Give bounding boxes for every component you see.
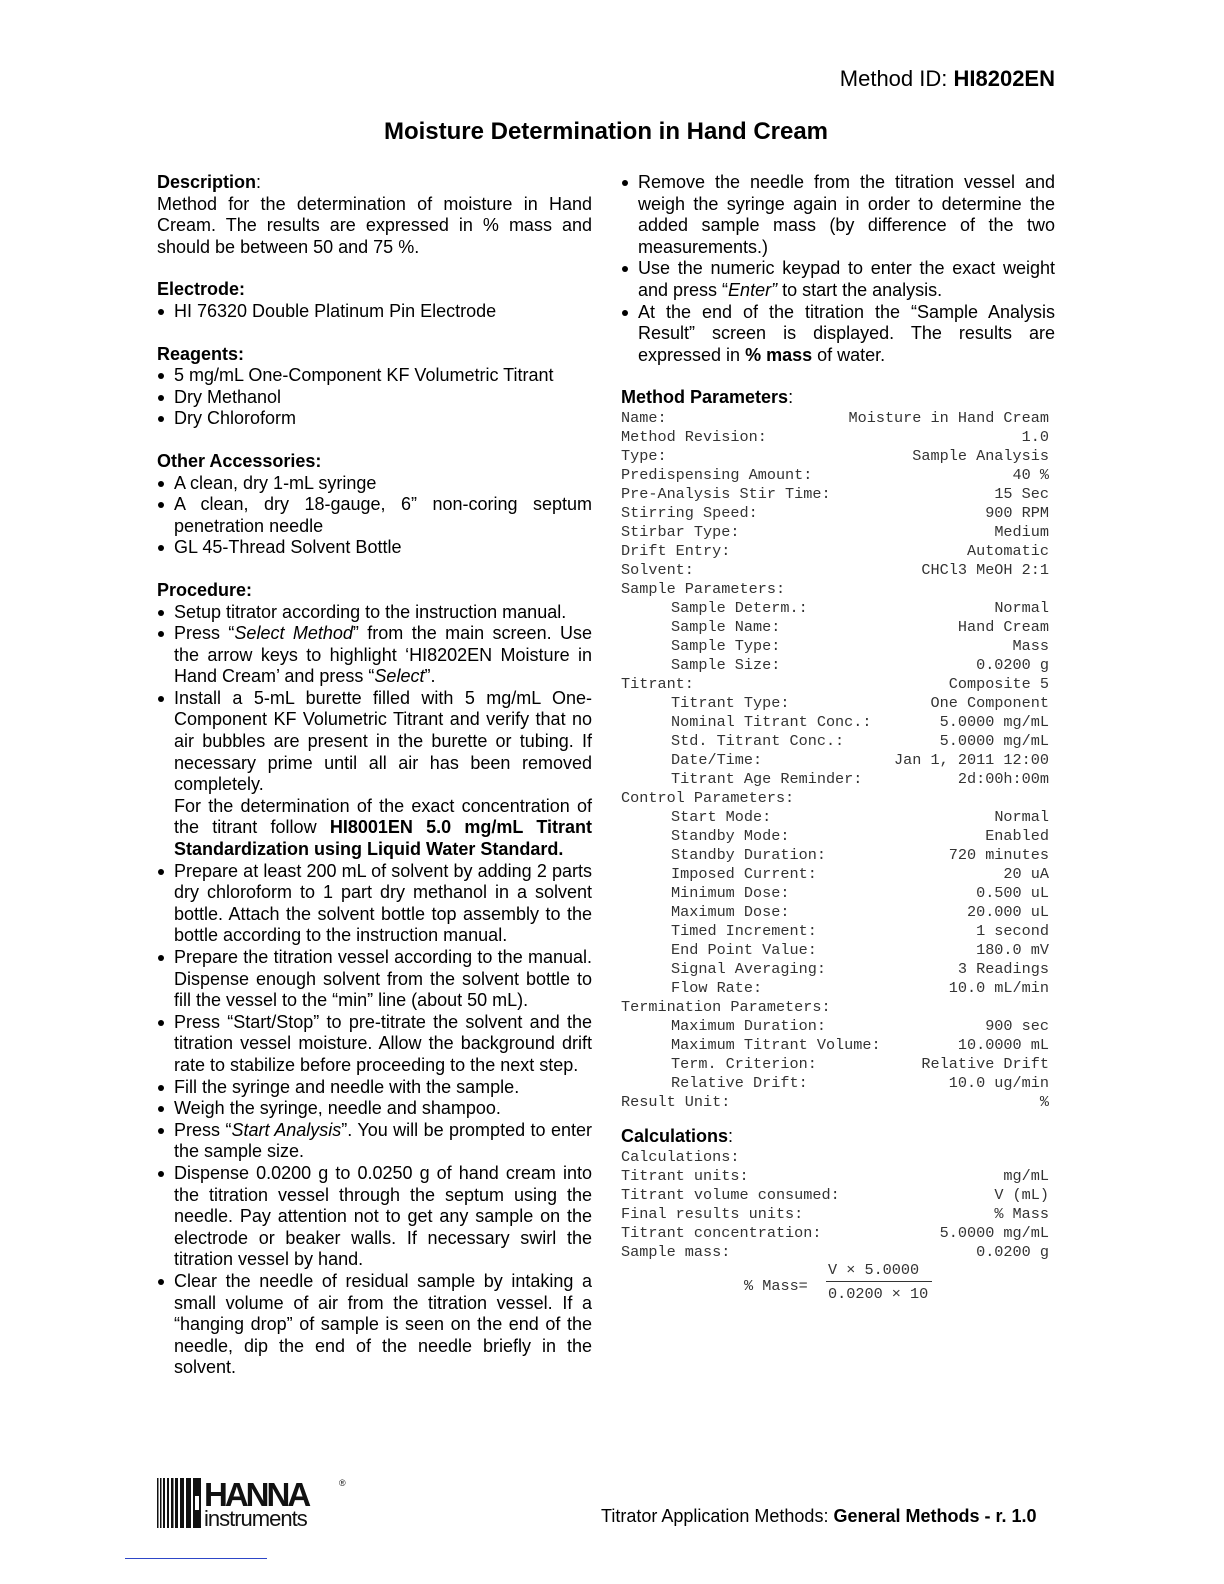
param-label: Standby Mode: <box>671 826 790 845</box>
procedure-step: Fill the syringe and needle with the sample. <box>157 1077 592 1099</box>
procedure-list <box>157 602 592 796</box>
param-value: 180.0 mV <box>976 940 1049 959</box>
procedure-step: Weigh the syringe, needle and shampoo. <box>157 1098 592 1120</box>
param-value: 10.0 ug/min <box>948 1073 1049 1092</box>
param-label: Pre-Analysis Stir Time: <box>621 484 831 503</box>
calculations-heading: Calculations: <box>621 1125 734 1146</box>
param-row <box>621 637 1049 656</box>
calc-label: Titrant concentration: <box>621 1223 822 1242</box>
param-row <box>621 694 1049 713</box>
param-value: 5.0000 mg/mL <box>939 731 1049 750</box>
param-row <box>621 485 1049 504</box>
param-label: Maximum Dose: <box>671 902 790 921</box>
calc-row <box>621 1205 1049 1224</box>
procedure-step: Press “Start/Stop” to pre-titrate the solvent and the titration vessel moisture. Allow the background drift rate to stabilize before proceeding to the next step. <box>157 1012 592 1077</box>
formula-numerator: V × 5.0000 <box>828 1260 920 1279</box>
param-label: Result Unit: <box>621 1092 731 1111</box>
param-row <box>621 618 1049 637</box>
param-value: 10.0 mL/min <box>948 978 1049 997</box>
param-label: Titrant Age Reminder: <box>671 769 863 788</box>
param-label: Name: <box>621 408 667 427</box>
svg-text:®: ® <box>339 1478 346 1488</box>
param-value: 20 uA <box>1003 864 1049 883</box>
param-row <box>621 808 1049 827</box>
param-value: 5.0000 mg/mL <box>939 712 1049 731</box>
param-label: Standby Duration: <box>671 845 826 864</box>
list-item: A clean, dry 1-mL syringe <box>157 473 592 495</box>
procedure-step: Setup titrator according to the instruction manual. <box>157 602 592 624</box>
param-value: 0.500 uL <box>976 883 1049 902</box>
calculations-table <box>621 1148 1049 1262</box>
param-value: Sample Analysis <box>912 446 1049 465</box>
param-label: Flow Rate: <box>671 978 763 997</box>
param-row <box>621 884 1049 903</box>
description-text: Method for the determination of moisture in Hand Cream. The results are expressed in % mass and should be between 50 and 75 %. <box>157 193 592 257</box>
reagents-list <box>157 365 592 430</box>
param-row <box>621 1036 1049 1055</box>
formula-lhs: % Mass= <box>744 1276 808 1295</box>
param-label: Method Revision: <box>621 427 767 446</box>
list-item: 5 mg/mL One-Component KF Volumetric Titrant <box>157 365 592 387</box>
param-row <box>621 903 1049 922</box>
calc-value: 0.0200 g <box>976 1242 1049 1261</box>
param-label: Signal Averaging: <box>671 959 826 978</box>
param-row <box>621 656 1049 675</box>
accessories-heading: Other Accessories: <box>157 450 322 471</box>
calc-row <box>621 1186 1049 1205</box>
param-label: Stirring Speed: <box>621 503 758 522</box>
param-value: 1 second <box>976 921 1049 940</box>
param-row <box>621 1017 1049 1036</box>
procedure-step: Prepare the titration vessel according to the manual. Dispense enough solvent from the solvent bottle to fill the vessel to the “min” line (about 50 mL). <box>157 947 592 1012</box>
param-row <box>621 599 1049 618</box>
procedure-step: Install a 5-mL burette filled with 5 mg/mL One-Component KF Volumetric Titrant and verify that no air bubbles are present in the burette or tubing. If necessary prime until all air has been removed completely. <box>157 688 592 796</box>
param-value: 720 minutes <box>948 845 1049 864</box>
footer-text: Titrator Application Methods: General Methods - r. 1.0 <box>601 1506 1037 1526</box>
param-row <box>621 580 1049 599</box>
param-row <box>621 409 1049 428</box>
param-label: Sample Size: <box>671 655 781 674</box>
method-parameters-table <box>621 409 1049 1112</box>
param-row <box>621 865 1049 884</box>
param-row <box>621 846 1049 865</box>
param-row <box>621 542 1049 561</box>
svg-text:instruments: instruments <box>204 1506 307 1528</box>
param-value: Jan 1, 2011 12:00 <box>894 750 1049 769</box>
calc-value: V (mL) <box>994 1185 1049 1204</box>
param-row <box>621 447 1049 466</box>
param-row <box>621 789 1049 808</box>
param-label: Relative Drift: <box>671 1073 808 1092</box>
procedure-step: Press “Select Method” from the main screen. Use the arrow keys to highlight ‘HI8202EN Moisture in Hand Cream’ and press “Select”. <box>157 623 592 688</box>
procedure-note: For the determination of the exact concentration of the titrant follow HI8001EN 5.0 mg/mL Titrant Standardization using Liquid Water Standard. <box>174 795 593 860</box>
param-row <box>621 1093 1049 1112</box>
procedure-step: Clear the needle of residual sample by intaking a small volume of air from the titration vessel. If a “hanging drop” of sample is seen on the end of the needle, dip the end of the needle briefly in the solvent. <box>157 1271 592 1379</box>
calc-value: % Mass <box>994 1204 1049 1223</box>
param-value: 15 Sec <box>994 484 1049 503</box>
param-label: Maximum Titrant Volume: <box>671 1035 881 1054</box>
param-label: Predispensing Amount: <box>621 465 813 484</box>
calc-label: Final results units: <box>621 1204 804 1223</box>
param-row <box>621 827 1049 846</box>
calc-label: Sample mass: <box>621 1242 731 1261</box>
param-label: Term. Criterion: <box>671 1054 817 1073</box>
param-label: Type: <box>621 446 667 465</box>
page-title: Moisture Determination in Hand Cream <box>383 118 829 145</box>
param-value: 900 RPM <box>985 503 1049 522</box>
method-parameters-heading: Method Parameters: <box>621 387 794 408</box>
param-label: Sample Type: <box>671 636 781 655</box>
param-value: 2d:00h:00m <box>957 769 1049 788</box>
param-value: Automatic <box>966 541 1049 560</box>
formula-denominator: 0.0200 × 10 <box>828 1284 929 1303</box>
calc-label: Titrant units: <box>621 1166 749 1185</box>
param-row <box>621 713 1049 732</box>
reagents-heading: Reagents: <box>157 343 245 364</box>
param-label: Maximum Duration: <box>671 1016 826 1035</box>
param-value: Enabled <box>985 826 1049 845</box>
param-label: Titrant: <box>621 674 694 693</box>
param-label: Control Parameters: <box>621 788 795 807</box>
procedure-step: At the end of the titration the “Sample Analysis Result” screen is displayed. The results are expressed in % mass of water. <box>621 302 1055 367</box>
procedure-step: Prepare at least 200 mL of solvent by adding 2 parts dry chloroform to 1 part dry methanol in a solvent bottle. Attach the solvent bottle top assembly to the bottle according to the instruction manual. <box>157 861 592 947</box>
param-row <box>621 922 1049 941</box>
calc-value: mg/mL <box>1003 1166 1049 1185</box>
calc-row <box>621 1224 1049 1243</box>
param-label: Termination Parameters: <box>621 997 831 1016</box>
param-value: 1.0 <box>1021 427 1049 446</box>
param-row <box>621 1055 1049 1074</box>
param-value: Normal <box>994 598 1049 617</box>
param-value: 20.000 uL <box>966 902 1049 921</box>
procedure-step: Dispense 0.0200 g to 0.0250 g of hand cream into the titration vessel through the septum using the needle. Pay attention not to get any sample on the electrode or beaker walls. If necessary swirl the titration vessel by hand. <box>157 1163 592 1271</box>
electrode-heading: Electrode: <box>157 279 246 300</box>
electrode-list <box>157 301 592 323</box>
param-label: Titrant Type: <box>671 693 790 712</box>
param-label: Sample Name: <box>671 617 781 636</box>
param-label: Start Mode: <box>671 807 772 826</box>
param-label: Sample Parameters: <box>621 579 786 598</box>
bottom-rule <box>125 1558 267 1559</box>
param-row <box>621 504 1049 523</box>
param-row <box>621 1074 1049 1093</box>
param-label: Timed Increment: <box>671 921 817 940</box>
list-item: Dry Chloroform <box>157 408 592 430</box>
param-value: % <box>1039 1092 1049 1111</box>
list-item: A clean, dry 18-gauge, 6” non-coring septum penetration needle <box>157 494 592 537</box>
param-value: 3 Readings <box>957 959 1049 978</box>
param-value: 10.0000 mL <box>957 1035 1049 1054</box>
param-row <box>621 960 1049 979</box>
param-row <box>621 998 1049 1017</box>
hanna-instruments-logo <box>157 1470 351 1528</box>
param-value: 40 % <box>1012 465 1049 484</box>
param-label: Drift Entry: <box>621 541 731 560</box>
param-label: Date/Time: <box>671 750 763 769</box>
param-row <box>621 770 1049 789</box>
description-heading: Description: <box>157 172 262 192</box>
fraction-bar <box>826 1281 932 1282</box>
calc-subheading: Calculations: <box>621 1147 740 1166</box>
method-id: Method ID: HI8202EN <box>839 66 1055 91</box>
param-value: Normal <box>994 807 1049 826</box>
param-row <box>621 561 1049 580</box>
procedure-step: Press “Start Analysis”. You will be prompted to enter the sample size. <box>157 1120 592 1163</box>
accessories-list <box>157 473 592 559</box>
param-row <box>621 751 1049 770</box>
param-label: End Point Value: <box>671 940 817 959</box>
param-value: CHCl3 MeOH 2:1 <box>921 560 1049 579</box>
calc-value: 5.0000 mg/mL <box>939 1223 1049 1242</box>
param-value: One Component <box>930 693 1049 712</box>
param-row <box>621 466 1049 485</box>
param-label: Nominal Titrant Conc.: <box>671 712 872 731</box>
param-row <box>621 428 1049 447</box>
param-label: Solvent: <box>621 560 694 579</box>
param-label: Minimum Dose: <box>671 883 790 902</box>
param-value: 0.0200 g <box>976 655 1049 674</box>
param-value: Mass <box>1012 636 1049 655</box>
procedure-heading: Procedure: <box>157 579 253 600</box>
list-item: HI 76320 Double Platinum Pin Electrode <box>157 301 592 323</box>
param-value: Composite 5 <box>948 674 1049 693</box>
param-value: Medium <box>994 522 1049 541</box>
calc-row <box>621 1167 1049 1186</box>
param-row <box>621 941 1049 960</box>
param-value: Hand Cream <box>957 617 1049 636</box>
param-row <box>621 523 1049 542</box>
param-row <box>621 732 1049 751</box>
calc-label: Titrant volume consumed: <box>621 1185 840 1204</box>
param-label: Stirbar Type: <box>621 522 740 541</box>
param-value: 900 sec <box>985 1016 1049 1035</box>
param-label: Std. Titrant Conc.: <box>671 731 845 750</box>
left-column <box>157 172 592 1379</box>
param-value: Moisture in Hand Cream <box>848 408 1049 427</box>
procedure-step: Remove the needle from the titration vessel and weigh the syringe again in order to determine the added sample mass (by difference of the two measurements.) <box>621 172 1055 258</box>
param-row <box>621 675 1049 694</box>
procedure-step: Use the numeric keypad to enter the exact weight and press “Enter” to start the analysis. <box>621 258 1055 301</box>
list-item: GL 45-Thread Solvent Bottle <box>157 537 592 559</box>
svg-text:HANNA: HANNA <box>204 1476 309 1513</box>
param-row <box>621 979 1049 998</box>
param-label: Sample Determ.: <box>671 598 808 617</box>
mass-formula <box>621 1262 1055 1310</box>
list-item: Dry Methanol <box>157 387 592 409</box>
param-label: Imposed Current: <box>671 864 817 883</box>
param-value: Relative Drift <box>921 1054 1049 1073</box>
right-column <box>621 172 1055 1310</box>
